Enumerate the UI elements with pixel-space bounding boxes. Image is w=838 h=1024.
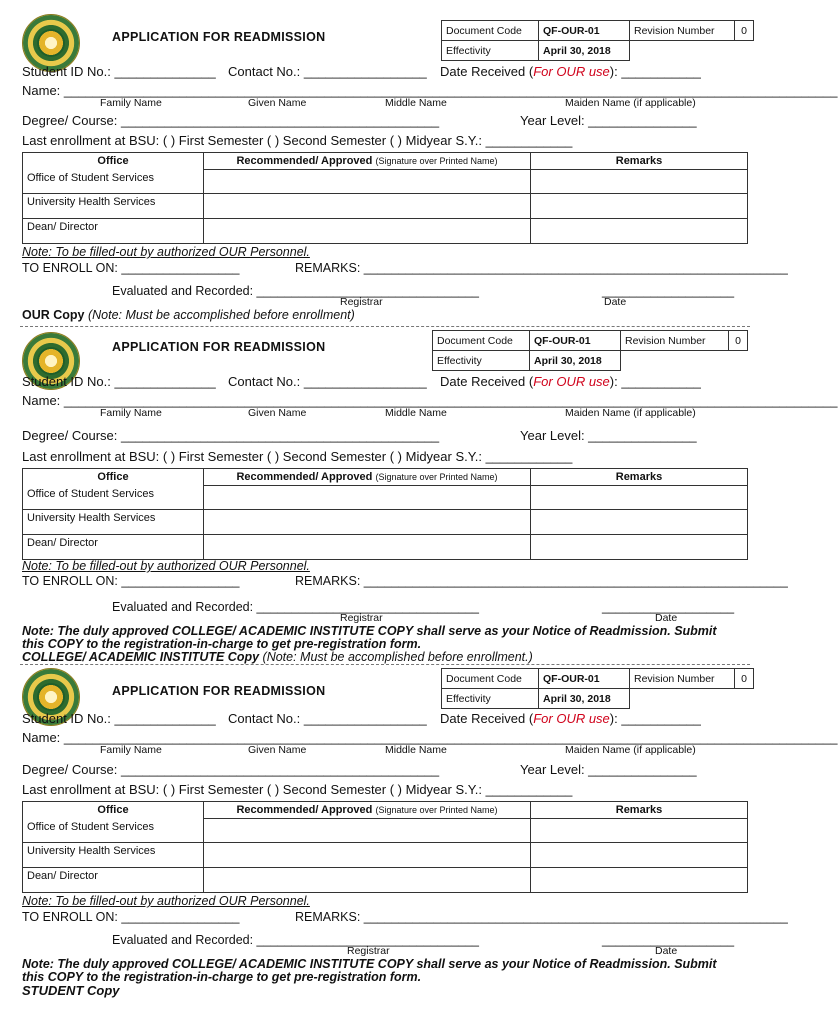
name-field[interactable]: Name: ___________________________________________________________________________________________________________: [22, 393, 838, 408]
document-code-table: [441, 668, 754, 709]
given-name-caption: Given Name: [248, 744, 307, 756]
given-name-caption: Given Name: [248, 407, 307, 419]
evaluated-field[interactable]: Evaluated and Recorded: ________________________________: [112, 600, 480, 614]
signature-cell[interactable]: [204, 535, 531, 560]
office-row: University Health Services: [23, 510, 204, 535]
revision-value: 0: [729, 331, 748, 351]
remarks-header: Remarks: [531, 469, 748, 486]
remarks-cell[interactable]: [531, 819, 748, 843]
cut-line: [20, 326, 750, 327]
to-enroll-field[interactable]: TO ENROLL ON: _________________: [22, 574, 240, 588]
contact-field[interactable]: Contact No.: _________________: [228, 64, 427, 79]
maiden-name-caption: Maiden Name (if applicable): [565, 407, 696, 419]
office-row: Office of Student Services: [23, 170, 204, 194]
effectivity-value: April 30, 2018: [539, 41, 630, 61]
date-caption: Date: [655, 945, 678, 957]
our-personnel-note: Note: To be filled-out by authorized OUR Personnel.: [22, 559, 310, 573]
office-row: University Health Services: [23, 194, 204, 219]
signature-cell[interactable]: [204, 843, 531, 868]
office-approval-table: [22, 152, 748, 244]
signature-cell[interactable]: [204, 868, 531, 893]
remarks-cell[interactable]: [531, 170, 748, 194]
registrar-caption: Registrar: [340, 612, 383, 624]
revision-value: 0: [735, 669, 754, 689]
remarks-cell[interactable]: [531, 219, 748, 244]
office-header: Office: [23, 802, 204, 819]
degree-field[interactable]: Degree/ Course: ____________________________________________: [22, 113, 440, 128]
year-level-field[interactable]: Year Level: _______________: [520, 762, 697, 777]
remarks-field[interactable]: REMARKS: _____________________________________________________________: [295, 910, 788, 924]
readmission-notice: Note: The duly approved COLLEGE/ ACADEMIC INSTITUTE COPY shall serve as your Notice of Readmission. Submit: [22, 624, 717, 638]
date-signature-line[interactable]: ___________________: [602, 600, 735, 614]
copy-label: COLLEGE/ ACADEMIC INSTITUTE Copy (Note: Must be accomplished before enrollment.): [22, 650, 533, 664]
signature-cell[interactable]: [204, 819, 531, 843]
recommended-header: Recommended/ Approved (Signature over Printed Name): [204, 469, 531, 486]
readmission-notice-2: this COPY to the registration-in-charge to get pre-registration form.: [22, 637, 422, 651]
evaluated-field[interactable]: Evaluated and Recorded: ________________________________: [112, 284, 480, 298]
office-row: University Health Services: [23, 843, 204, 868]
remarks-field[interactable]: REMARKS: _____________________________________________________________: [295, 574, 788, 588]
remarks-cell[interactable]: [531, 486, 748, 510]
last-enrollment-field[interactable]: Last enrollment at BSU: ( ) First Semester ( ) Second Semester ( ) Midyear S.Y.: ____________: [22, 782, 573, 797]
remarks-field[interactable]: REMARKS: _____________________________________________________________: [295, 261, 788, 275]
doc-code-value: QF-OUR-01: [530, 331, 621, 351]
date-received-field[interactable]: Date Received (For OUR use): ___________: [440, 64, 701, 79]
remarks-cell[interactable]: [531, 194, 748, 219]
office-row: Office of Student Services: [23, 486, 204, 510]
remarks-cell[interactable]: [531, 843, 748, 868]
effectivity-label: Effectivity: [442, 41, 539, 61]
registrar-caption: Registrar: [340, 296, 383, 308]
revision-label: Revision Number: [630, 21, 735, 41]
effectivity-label: Effectivity: [442, 689, 539, 709]
last-enrollment-field[interactable]: Last enrollment at BSU: ( ) First Semester ( ) Second Semester ( ) Midyear S.Y.: ____________: [22, 449, 573, 464]
revision-value: 0: [735, 21, 754, 41]
middle-name-caption: Middle Name: [385, 744, 447, 756]
cut-line: [20, 664, 750, 665]
date-caption: Date: [655, 612, 678, 624]
name-field[interactable]: Name: ___________________________________________________________________________________________________________: [22, 83, 838, 98]
signature-cell[interactable]: [204, 170, 531, 194]
student-id-field[interactable]: Student ID No.: ______________: [22, 64, 216, 79]
recommended-header: Recommended/ Approved (Signature over Printed Name): [204, 153, 531, 170]
readmission-notice: Note: The duly approved COLLEGE/ ACADEMIC INSTITUTE COPY shall serve as your Notice of Readmission. Submit: [22, 957, 717, 971]
form-title: APPLICATION FOR READMISSION: [112, 684, 326, 698]
recommended-header: Recommended/ Approved (Signature over Printed Name): [204, 802, 531, 819]
family-name-caption: Family Name: [100, 407, 162, 419]
doc-code-label: Document Code: [442, 21, 539, 41]
remarks-cell[interactable]: [531, 868, 748, 893]
signature-cell[interactable]: [204, 219, 531, 244]
maiden-name-caption: Maiden Name (if applicable): [565, 744, 696, 756]
doc-code-label: Document Code: [433, 331, 530, 351]
middle-name-caption: Middle Name: [385, 407, 447, 419]
office-row: Dean/ Director: [23, 219, 204, 244]
copy-label: STUDENT Copy: [22, 983, 120, 998]
date-signature-line[interactable]: ___________________: [602, 933, 735, 947]
our-personnel-note: Note: To be filled-out by authorized OUR Personnel.: [22, 894, 310, 908]
degree-field[interactable]: Degree/ Course: ____________________________________________: [22, 762, 440, 777]
evaluated-field[interactable]: Evaluated and Recorded: ________________________________: [112, 933, 480, 947]
doc-code-value: QF-OUR-01: [539, 669, 630, 689]
registrar-caption: Registrar: [347, 945, 390, 957]
signature-cell[interactable]: [204, 194, 531, 219]
revision-label: Revision Number: [621, 331, 729, 351]
to-enroll-field[interactable]: TO ENROLL ON: _________________: [22, 261, 240, 275]
date-received-field[interactable]: Date Received (For OUR use): ___________: [440, 374, 701, 389]
our-personnel-note: Note: To be filled-out by authorized OUR Personnel.: [22, 245, 310, 259]
date-received-field[interactable]: Date Received (For OUR use): ___________: [440, 711, 701, 726]
year-level-field[interactable]: Year Level: _______________: [520, 428, 697, 443]
contact-field[interactable]: Contact No.: _________________: [228, 374, 427, 389]
date-signature-line[interactable]: ___________________: [602, 284, 735, 298]
remarks-header: Remarks: [531, 153, 748, 170]
office-row: Dean/ Director: [23, 868, 204, 893]
doc-code-label: Document Code: [442, 669, 539, 689]
document-code-table: [441, 20, 754, 61]
year-level-field[interactable]: Year Level: _______________: [520, 113, 697, 128]
family-name-caption: Family Name: [100, 744, 162, 756]
effectivity-label: Effectivity: [433, 351, 530, 371]
document-code-table: [432, 330, 748, 371]
signature-cell[interactable]: [204, 510, 531, 535]
office-row: Office of Student Services: [23, 819, 204, 843]
readmission-notice-2: this COPY to the registration-in-charge to get pre-registration form.: [22, 970, 422, 984]
office-header: Office: [23, 153, 204, 170]
last-enrollment-field[interactable]: Last enrollment at BSU: ( ) First Semester ( ) Second Semester ( ) Midyear S.Y.: ____________: [22, 133, 573, 148]
form-title: APPLICATION FOR READMISSION: [112, 30, 326, 44]
office-approval-table: [22, 801, 748, 893]
student-id-field[interactable]: Student ID No.: ______________: [22, 711, 216, 726]
to-enroll-field[interactable]: TO ENROLL ON: _________________: [22, 910, 240, 924]
copy-label: OUR Copy (Note: Must be accomplished before enrollment): [22, 308, 355, 322]
doc-code-value: QF-OUR-01: [539, 21, 630, 41]
degree-field[interactable]: Degree/ Course: ____________________________________________: [22, 428, 440, 443]
form-title: APPLICATION FOR READMISSION: [112, 340, 326, 354]
name-field[interactable]: Name: ___________________________________________________________________________________________________________: [22, 730, 838, 745]
office-header: Office: [23, 469, 204, 486]
given-name-caption: Given Name: [248, 97, 307, 109]
date-caption: Date: [604, 296, 627, 308]
effectivity-value: April 30, 2018: [530, 351, 621, 371]
remarks-cell[interactable]: [531, 535, 748, 560]
middle-name-caption: Middle Name: [385, 97, 447, 109]
signature-cell[interactable]: [204, 486, 531, 510]
revision-label: Revision Number: [630, 669, 735, 689]
contact-field[interactable]: Contact No.: _________________: [228, 711, 427, 726]
maiden-name-caption: Maiden Name (if applicable): [565, 97, 696, 109]
office-row: Dean/ Director: [23, 535, 204, 560]
remarks-cell[interactable]: [531, 510, 748, 535]
office-approval-table: [22, 468, 748, 560]
effectivity-value: April 30, 2018: [539, 689, 630, 709]
family-name-caption: Family Name: [100, 97, 162, 109]
student-id-field[interactable]: Student ID No.: ______________: [22, 374, 216, 389]
remarks-header: Remarks: [531, 802, 748, 819]
